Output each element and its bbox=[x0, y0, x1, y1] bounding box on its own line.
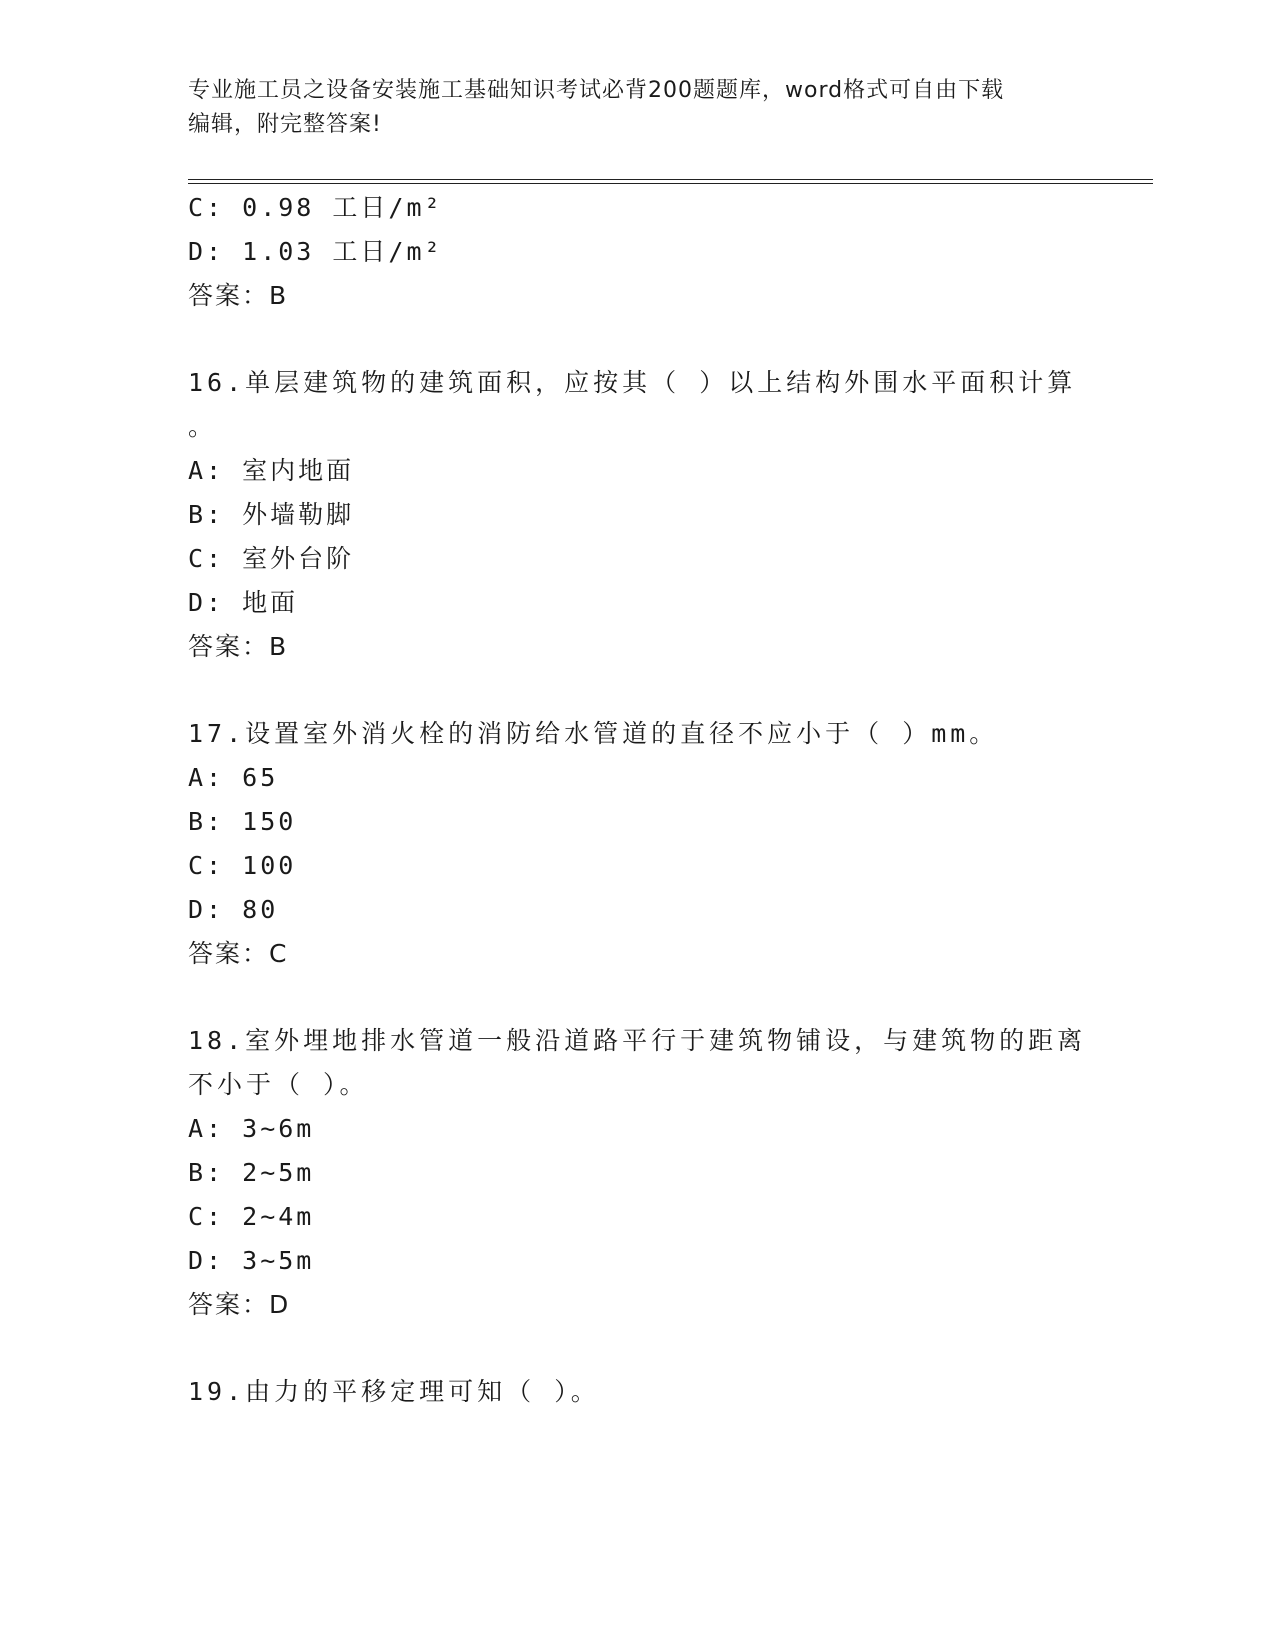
q19-question-line-1: 19.由力的平移定理可知（ ）。 bbox=[188, 1377, 600, 1406]
q17-option-d: D: 80 bbox=[188, 895, 279, 924]
q16-option-b: B: 外墙勒脚 bbox=[188, 500, 355, 529]
q16-option-c: C: 室外台阶 bbox=[188, 544, 355, 573]
q16-question-line-1: 16.单层建筑物的建筑面积，应按其（ ）以上结构外围水平面积计算 bbox=[188, 368, 1077, 397]
q17-option-a: A: 65 bbox=[188, 763, 279, 792]
q17-answer: 答案：C bbox=[188, 939, 289, 968]
document-header bbox=[188, 74, 1088, 142]
q15-option-c: C: 0.98 工日/m² bbox=[188, 193, 443, 222]
q17-option-c: C: 100 bbox=[188, 851, 297, 880]
q15-answer: 答案：B bbox=[188, 281, 289, 310]
q18-answer: 答案：D bbox=[188, 1290, 291, 1319]
q17-question-line-1: 17.设置室外消火栓的消防给水管道的直径不应小于（ ）mm。 bbox=[188, 719, 999, 748]
q17-option-b: B: 150 bbox=[188, 807, 297, 836]
header-title-line-2: 编辑，附完整答案! bbox=[188, 112, 382, 137]
q18-option-b: B: 2~5m bbox=[188, 1158, 315, 1187]
q18-question-line-1: 18.室外埋地排水管道一般沿道路平行于建筑物铺设，与建筑物的距离 bbox=[188, 1026, 1087, 1055]
q16-question-line-2: 。 bbox=[188, 412, 217, 441]
q18-option-c: C: 2~4m bbox=[188, 1202, 315, 1231]
q18-option-d: D: 3~5m bbox=[188, 1246, 315, 1275]
header-divider-bottom bbox=[188, 183, 1153, 184]
q18-option-a: A: 3~6m bbox=[188, 1114, 315, 1143]
q18-question-line-2: 不小于（ ）。 bbox=[188, 1070, 369, 1099]
q16-answer: 答案：B bbox=[188, 632, 289, 661]
header-divider-top bbox=[188, 179, 1153, 180]
q16-option-a: A: 室内地面 bbox=[188, 456, 355, 485]
q16-option-d: D: 地面 bbox=[188, 588, 299, 617]
header-title-line-1: 专业施工员之设备安装施工基础知识考试必背200题题库，word格式可自由下载 bbox=[188, 78, 1005, 103]
q15-option-d: D: 1.03 工日/m² bbox=[188, 237, 443, 266]
